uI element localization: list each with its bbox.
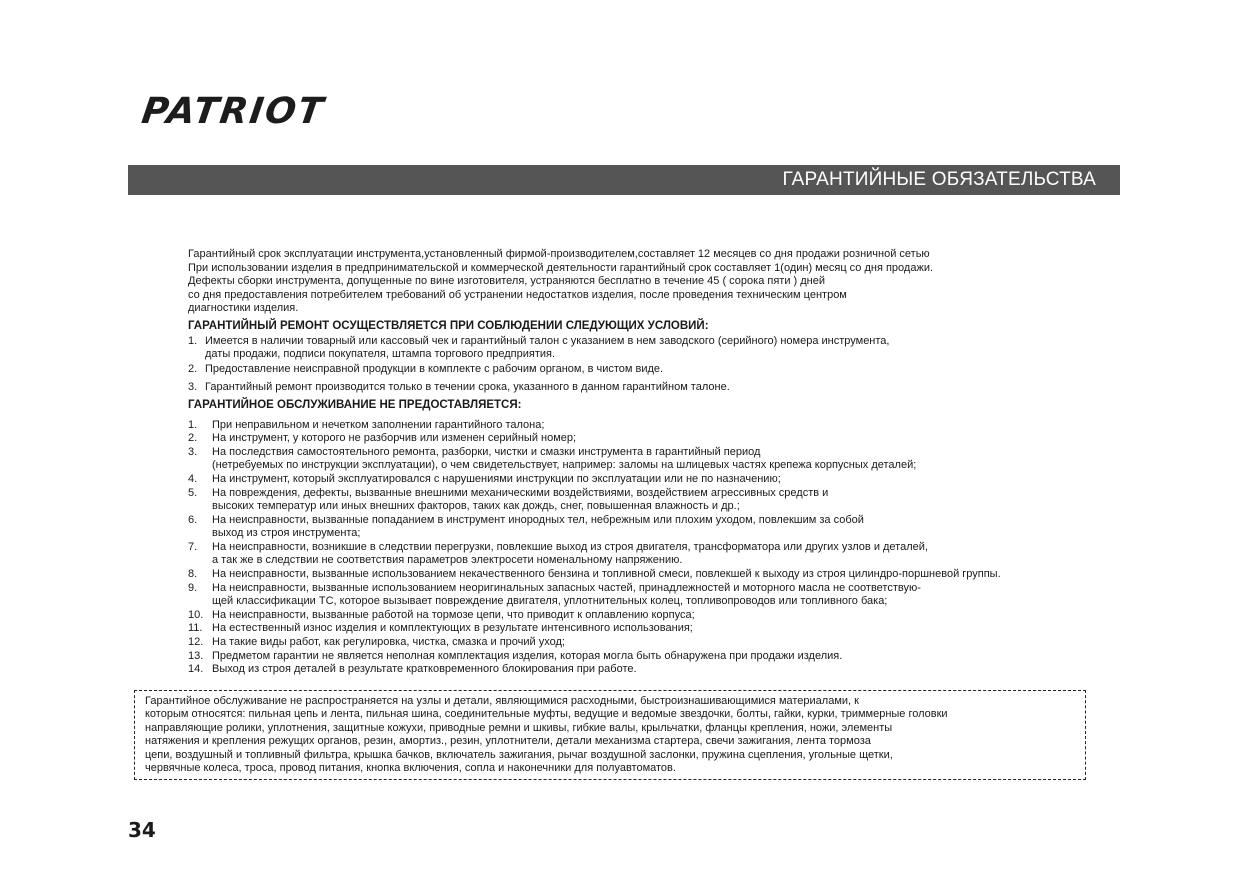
exclusion-number: 6. <box>188 513 198 526</box>
consumables-note-line: червячные колеса, троса, провод питания, кнопка включения, сопла и наконечники для полуавтоматов. <box>145 762 676 775</box>
exclusion-item <box>188 487 1138 514</box>
exclusion-text: На последствия самостоятельного ремонта, разборки, чистки и смазки инструмента в гарантийный период <box>212 445 761 458</box>
exclusion-number: 5. <box>188 486 198 499</box>
condition-item <box>188 335 1138 362</box>
intro-line: Дефекты сборки инструмента, допущенные по вине изготовителя, устраняются бесплатно в течение 45 ( сорока пяти ) дней <box>188 275 825 288</box>
condition-text: Предоставление неисправной продукции в комплекте с рабочим органом, в чистом виде. <box>205 362 664 375</box>
exclusion-number: 7. <box>188 540 198 553</box>
exclusion-number: 4. <box>188 472 198 485</box>
exclusion-text: На неисправности, вызванные попаданием в инструмент инородных тел, небрежным или плохим уходом, повлекшим за собой <box>212 513 864 526</box>
condition-text: Имеется в наличии товарный или кассовый чек и гарантийный талон с указанием в нем заводского (серийного) номера инструмента, <box>205 334 890 347</box>
consumables-note-line: направляющие ролики, уплотнения, защитные кожухи, приводные ремни и шкивы, гибкие валы, крыльчатки, фланцы крепления, ножи, элементы <box>145 721 893 734</box>
exclusion-item <box>188 663 1138 677</box>
exclusion-text-continued: высоких температур или иных внешних факторов, таких как дождь, снег, повышенная влажность и др.; <box>212 500 740 513</box>
exclusion-item <box>188 568 1138 582</box>
exclusion-number: 13. <box>188 649 204 662</box>
exclusion-text-continued: (нетребуемых по инструкции эксплуатации), о чем свидетельствует, например: заломы на шлицевых частях крепежа корпусных деталей; <box>212 459 917 472</box>
intro-line: со дня предоставления потребителем требований об устранении недостатков изделия, после проведения техническим центром <box>188 288 847 301</box>
consumables-note-line: которым относятся: пильная цепь и лента, пильная шина, соединительные муфты, ведущие и ведомые звездочки, болты, гайки, курки, триммерные головки <box>145 708 948 721</box>
exclusion-item <box>188 432 1138 446</box>
exclusion-number: 14. <box>188 663 204 676</box>
exclusion-text: На неисправности, возникшие в следствии перегрузки, повлекшие выход из строя двигателя, трансформатора или других узлов и деталей, <box>212 540 928 553</box>
condition-text-continued: даты продажи, подписи покупателя, штампа торгового предприятия. <box>205 348 556 361</box>
exclusion-text: На такие виды работ, как регулировка, чистка, смазка и прочий уход; <box>212 636 565 649</box>
exclusion-item <box>188 446 1138 473</box>
intro-line: При использовании изделия в предпринимательской и коммерческой деятельности гарантийный срок составляет 1(один) месяц со дня продажи. <box>188 261 934 274</box>
exclusion-text-continued: щей классификации ТС, которое вызывает повреждение двигателя, уплотнительных колец, топливопроводов или топливного бака; <box>212 595 888 608</box>
condition-number: 2. <box>188 362 198 375</box>
exclusion-number: 12. <box>188 636 204 649</box>
warranty-text <box>188 248 1138 677</box>
exclusion-number: 1. <box>188 418 198 431</box>
exclusion-text: На естественный износ изделия и комплектующих в результате интенсивного использования; <box>212 622 693 635</box>
condition-number: 1. <box>188 334 198 347</box>
exclusion-item <box>188 473 1138 487</box>
exclusion-text-continued: выход из строя инструмента; <box>212 527 361 540</box>
exclusion-text: Выход из строя деталей в результате кратковременного блокирования при работе. <box>212 663 637 676</box>
exclusion-text: На неисправности, вызванные работой на тормозе цепи, что приводит к оплавлению корпуса; <box>212 608 695 621</box>
condition-item <box>188 363 1138 377</box>
exclusion-item <box>188 514 1138 541</box>
patriot-logo: PATRIOT <box>139 91 328 132</box>
exclusions-list <box>188 419 1138 677</box>
exclusion-number: 3. <box>188 445 198 458</box>
exclusion-text: На неисправности, вызванные использованием неоригинальных запасных частей, принадлежностей и моторного масла не соответствую- <box>212 581 921 594</box>
consumables-note-line: цепи, воздушный и топливный фильтра, крышка бачков, включатель зажигания, рычаг воздушной заслонки, пружина сцепления, угольные щетки, <box>145 748 893 761</box>
exclusion-item <box>188 622 1138 636</box>
exclusion-number: 9. <box>188 581 198 594</box>
exclusion-text: Предметом гарантии не является неполная комплектация изделия, которая могла быть обнаружена при продажи изделия. <box>212 649 843 662</box>
exclusion-text: На повреждения, дефекты, вызванные внешними механическими воздействиями, воздействием агрессивных средств и <box>212 486 829 499</box>
section-title: ГАРАНТИЙНЫЕ ОБЯЗАТЕЛЬСТВА <box>782 169 1096 190</box>
section-title-bar <box>128 165 1120 195</box>
condition-number: 3. <box>188 381 198 394</box>
exclusion-number: 8. <box>188 568 198 581</box>
exclusion-item <box>188 541 1138 568</box>
exclusion-text-continued: а так же в следствии не соответствия параметров электросети номенальному напряжению. <box>212 554 683 567</box>
consumables-note-line: Гарантийное обслуживание не распространяется на узлы и детали, являющимися расходными, быстроизнашивающимися материалами, к <box>145 695 859 707</box>
exclusion-text: При неправильном и нечетком заполнении гарантийного талона; <box>212 418 545 431</box>
exclusion-item <box>188 582 1138 609</box>
intro-line: Гарантийный срок эксплуатации инструмента,установленный фирмой-производителем,составляет 12 месяцев со дня продажи розничной сетью <box>188 248 930 260</box>
exclusion-item <box>188 650 1138 664</box>
exclusion-item <box>188 419 1138 433</box>
exclusion-text: На инструмент, у которого не разборчив или изменен серийный номер; <box>212 432 577 445</box>
consumables-note-line: натяжения и крепления режущих органов, резин, амортиз., резин, уплотнители, детали механизма стартера, свечи зажигания, лента тормоза <box>145 735 871 748</box>
exclusion-item <box>188 636 1138 650</box>
condition-item <box>188 381 1138 395</box>
exclusion-text: На неисправности, вызванные использованием некачественного бензина и топливной смеси, повлекшей к выходу из строя цилиндро-поршневой группы. <box>212 568 1001 581</box>
exclusions-heading: ГАРАНТИЙНОЕ ОБСЛУЖИВАНИЕ НЕ ПРЕДОСТАВЛЯЕТСЯ: <box>188 398 522 411</box>
exclusion-number: 2. <box>188 432 198 445</box>
condition-text: Гарантийный ремонт производится только в течении срока, указанного в данном гарантийном талоне. <box>205 381 730 394</box>
intro-line: диагностики изделия. <box>188 302 299 315</box>
consumables-note-box <box>134 690 1086 780</box>
exclusion-text: На инструмент, который эксплуатировался с нарушениями инструкции по эксплуатации или не по назначению; <box>212 472 781 485</box>
page-number: 34 <box>128 818 156 842</box>
exclusion-item <box>188 609 1138 623</box>
exclusion-number: 11. <box>188 622 203 635</box>
conditions-heading: ГАРАНТИЙНЫЙ РЕМОНТ ОСУЩЕСТВЛЯЕТСЯ ПРИ СОБЛЮДЕНИИ СЛЕДУЮЩИХ УСЛОВИЙ: <box>188 319 709 332</box>
exclusion-number: 10. <box>188 608 204 621</box>
